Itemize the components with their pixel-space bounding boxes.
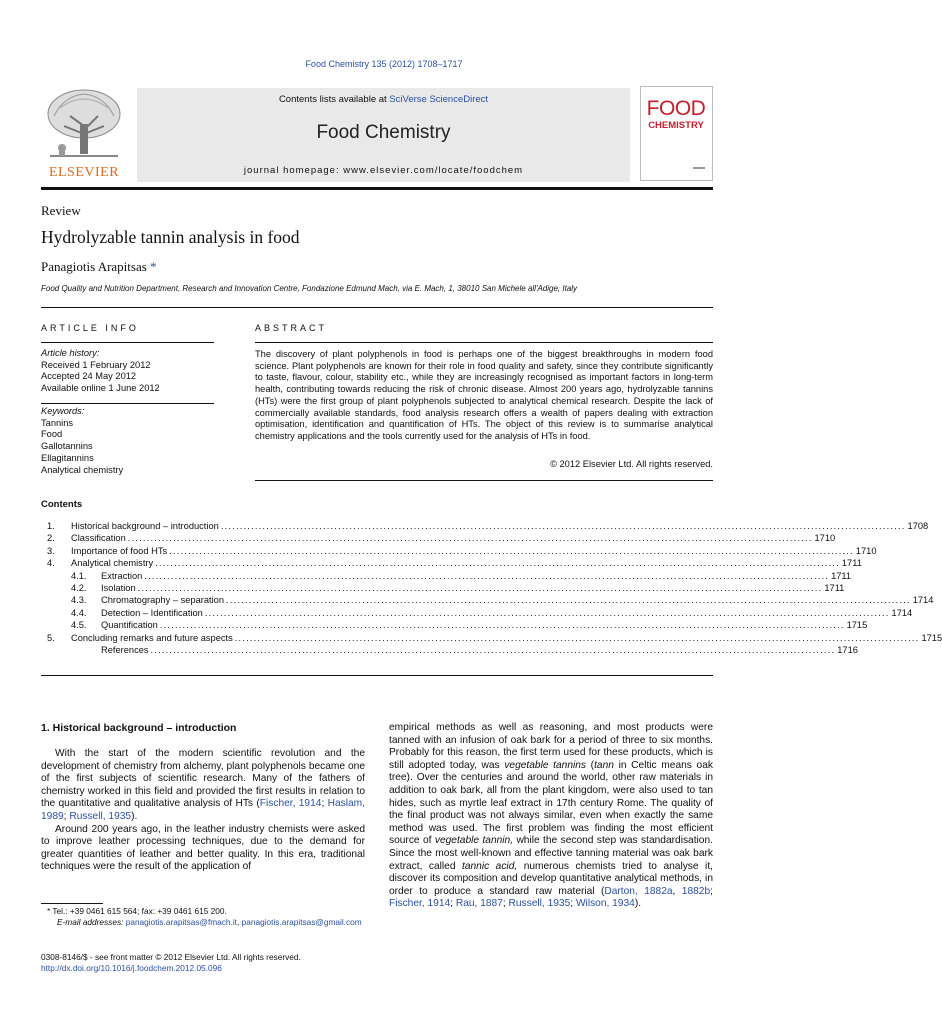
toc-page: 1714 <box>891 607 913 618</box>
paragraph-text: With the start of the modern scientific revolution and the development of chemistry from alchemy, plant polyphenols became one of the first subjects of scientific research. Many of the fathers of chemistry worked in this field and provided the first results in relation to the quantitative and qualitative analysis of HTs ( <box>41 748 365 810</box>
toc-page: 1711 <box>831 570 852 581</box>
toc-page: 1711 <box>824 582 845 593</box>
toc-entry[interactable] <box>47 644 858 657</box>
abstract-bottom-rule <box>255 480 713 481</box>
received-date: Received 1 February 2012 <box>41 359 151 370</box>
citation-link[interactable]: Haslam, 1989 <box>41 798 365 822</box>
toc-label: Isolation <box>101 582 136 593</box>
toc-label: Detection – Identification <box>101 607 203 618</box>
keywords-rule <box>41 403 214 404</box>
article-info-rule <box>41 342 214 343</box>
cover-title-food: FOOD <box>646 97 706 120</box>
toc-number: 4.1. <box>71 570 87 581</box>
contents-heading: Contents <box>41 499 83 510</box>
toc-number: 3. <box>47 545 55 556</box>
footnote-rule <box>41 903 103 904</box>
email-label: E-mail addresses: <box>57 917 124 927</box>
toc-page: 1708 <box>907 521 929 531</box>
doi-link[interactable]: http://dx.doi.org/10.1016/j.foodchem.2012.05.096 <box>41 963 222 973</box>
keyword-item: Tannins <box>41 417 74 428</box>
keyword-item: Food <box>41 429 63 440</box>
citation-link[interactable]: Darton, 1882a <box>604 885 673 897</box>
paragraph: Around 200 years ago, in the leather industry chemists were asked to improve leather processing techniques, due to the demand for greater quantities of leather and better quality. In this era, traditional techniques were the result of the application of <box>41 823 365 873</box>
toc-leader: ..................................................................................................................................................................................... <box>155 558 840 569</box>
toc-number: 4.5. <box>71 620 87 631</box>
toc-page: 1716 <box>837 644 858 655</box>
toc-number: 4.3. <box>71 595 87 606</box>
contents-prefix: Contents lists available at <box>278 94 390 105</box>
journal-title: Food Chemistry <box>316 122 451 143</box>
toc-page: 1710 <box>855 545 877 556</box>
footnote: * Tel.: +39 0461 615 564; fax: +39 0461 615 200. E-mail addresses: panagiotis.arapitsas@fmach.it, panagiotis.arapitsas@gmail.com <box>41 906 365 928</box>
paragraph-text: ( <box>586 759 595 771</box>
toc-number: 4. <box>47 558 55 569</box>
toc-leader: ..................................................................................................................................................................................... <box>226 595 911 606</box>
toc-label: Chromatography – separation <box>101 595 224 606</box>
toc-leader: ..................................................................................................................................................................................... <box>137 582 823 593</box>
toc-entry[interactable] <box>47 632 942 645</box>
toc-leader: ..................................................................................................................................................................................... <box>159 620 845 631</box>
toc-label: References <box>101 644 149 655</box>
toc-leader: ..................................................................................................................................................................................... <box>127 533 813 544</box>
paragraph-text: while the second step was standardisation. Since the most well-known and effective tanning material was oak bark extract, called <box>389 835 713 872</box>
citation-link[interactable]: Russell, 1935 <box>69 810 132 822</box>
toc-entry[interactable] <box>47 582 845 595</box>
right-column-text <box>389 722 713 911</box>
accepted-date: Accepted 24 May 2012 <box>41 371 137 382</box>
toc-label: Concluding remarks and future aspects <box>71 632 233 643</box>
toc-label: Analytical chemistry <box>71 558 154 569</box>
toc-number: 1. <box>47 521 55 531</box>
toc-page: 1715 <box>921 632 942 643</box>
header-divider <box>41 187 713 190</box>
paragraph: With the start of the modern scientific revolution and the development of chemistry from alchemy, plant polyphenols became one of the first subjects of scientific research. Many of the fathers of chemistry worked in this field and provided the first results in relation to the quantitative and qualitative analysis of HTs (Fischer, 1914; Haslam, 1989; Russell, 1935). <box>41 748 365 822</box>
toc-page: 1711 <box>841 558 862 569</box>
paragraph: empirical methods as well as reasoning, and most products were tanned with an infusion of oak bark for a period of three to six months. Probably for this reason, the first term used for these products, which is still adopted today, was vegetable tannins (tann in Celtic means oak tree). Over the centuries and around the world, other raw materials in addition to oak bark, all from the plant kingdom, were also used to tan hides, such as myrtle leaf extract in 17th century Rome. The quality of the final product was not always similar, even when exactly the same method was used. The first problem was finding the most efficient source of vegetable tannin, while the second step was standardisation. Since the most well-known and effective tanning material was oak bark extract, called tannic acid, numerous chemists tried to analyse it, discover its composition and develop quantitative analytical methods, in order to produce a standard raw material (Darton, 1882a, 1882b; Fischer, 1914; Rau, 1887; Russell, 1935; Wilson, 1934). <box>389 722 713 910</box>
sciencedirect-link[interactable]: SciVerse ScienceDirect <box>389 94 489 105</box>
table-of-contents <box>47 521 942 657</box>
cover-decoration <box>693 167 705 169</box>
citation-link[interactable]: 1882b <box>681 885 711 897</box>
article-info-heading: ARTICLE INFO <box>41 323 139 333</box>
emphasis: tannic acid, <box>462 860 518 872</box>
toc-label: Classification <box>71 533 126 544</box>
toc-number: 4.4. <box>71 607 87 618</box>
toc-leader: ..................................................................................................................................................................................... <box>220 521 906 531</box>
author-affiliation: Food Quality and Nutrition Department, Research and Innovation Centre, Fondazione Edmund Mach, via E. Mach, 1, 38010 San Michele all'Adige, Italy <box>41 284 578 293</box>
left-column-text <box>41 748 365 874</box>
paragraph-text: in Celtic means oak tree). Over the centuries and around the world, other raw materials in addition to oak bark, all from the plant kingdom, were also used to tan hides, such as myrtle leaf extract in 17th century Rome. The quality of the final product was not always similar, even when exactly the same method was used. The first problem was finding the most efficient source of <box>389 759 713 847</box>
toc-entry[interactable] <box>47 521 929 533</box>
abstract-rule <box>255 342 713 343</box>
citation-link[interactable]: Rau, 1887 <box>455 898 503 910</box>
paragraph-text: empirical methods as well as reasoning, and most products were tanned with an infusion of oak bark for a period of three to six months. Probably for this reason, the first term used for these products, which is still adopted today, was <box>389 722 713 771</box>
footnote-tel: * Tel.: +39 0461 615 564; fax: +39 0461 615 200. <box>47 906 227 916</box>
keywords-block <box>41 406 123 476</box>
toc-leader: ..................................................................................................................................................................................... <box>234 632 920 643</box>
toc-leader: ..................................................................................................................................................................................... <box>169 545 854 556</box>
toc-number: 4.2. <box>71 582 87 593</box>
contents-available <box>137 94 630 105</box>
toc-leader: ..................................................................................................................................................................................... <box>204 607 890 618</box>
front-matter <box>41 952 365 974</box>
keyword-item: Ellagitannins <box>41 452 94 463</box>
toc-page: 1714 <box>912 595 934 606</box>
email-link[interactable]: panagiotis.arapitsas@fmach.it <box>125 917 237 927</box>
cover-title-chemistry: CHEMISTRY <box>648 120 704 131</box>
toc-number: 5. <box>47 632 55 643</box>
citation-link[interactable]: Wilson, 1934 <box>575 898 635 910</box>
citation-link[interactable]: Russell, 1935 <box>508 898 571 910</box>
toc-number: 2. <box>47 533 55 544</box>
title-divider <box>41 307 713 308</box>
history-label: Article history: <box>41 348 100 358</box>
toc-page: 1710 <box>814 533 836 544</box>
toc-entry[interactable] <box>47 570 852 583</box>
article-title: Hydrolyzable tannin analysis in food <box>41 227 300 247</box>
toc-leader: ..................................................................................................................................................................................... <box>144 570 830 581</box>
keyword-item: Analytical chemistry <box>41 464 124 475</box>
toc-entry[interactable] <box>47 620 868 632</box>
emphasis: tann <box>594 759 614 771</box>
article-type: Review <box>41 203 81 218</box>
keywords-label: Keywords: <box>41 406 85 416</box>
author-name-text: Panagiotis Arapitsas <box>41 259 147 274</box>
emphasis: vegetable tannin, <box>434 835 514 847</box>
toc-label: Quantification <box>101 620 158 631</box>
toc-label: Historical background – introduction <box>71 521 219 531</box>
issn-line: 0308-8146/$ - see front matter © 2012 Elsevier Ltd. All rights reserved. <box>41 952 301 962</box>
citation-link[interactable]: Fischer, 1914 <box>389 898 451 910</box>
toc-label: Extraction <box>101 570 143 581</box>
toc-entry[interactable] <box>47 533 836 545</box>
toc-entry[interactable] <box>47 545 877 558</box>
emphasis: vegetable tannins <box>504 759 587 771</box>
toc-entry[interactable] <box>47 607 913 620</box>
email-link[interactable]: panagiotis.arapitsas@gmail.com <box>241 917 362 927</box>
author-footnote-marker[interactable]: * <box>150 259 157 274</box>
available-date: Available online 1 June 2012 <box>41 383 160 394</box>
paragraph-text: numerous chemists tried to analyse it, discover its composition and develop quantitative analytical methods, in order to produce a standard raw material ( <box>389 860 713 897</box>
journal-citation[interactable]: Food Chemistry 135 (2012) 1708–1717 <box>305 59 463 69</box>
author-name <box>41 259 157 275</box>
toc-leader: ..................................................................................................................................................................................... <box>150 644 836 655</box>
toc-entry[interactable] <box>47 558 862 570</box>
elsevier-wordmark: ELSEVIER <box>48 165 120 180</box>
abstract-text: The discovery of plant polyphenols in food is perhaps one of the biggest breakthroughs in modern food science. Plant polyphenols are known for their role in food quality and safety, since they contribute significantly to taste, flavour, colour, stability etc., while they are increasingly recognised as important factors in long-term health, contributing towards reducing the risk of chronic disease. Almost 200 years ago, hydrolyzable tannins (HTs) were the first group of plant polyphenols subjected to analytical chemical research. Despite the lack of commercially available standards, food analysis research offers a wealth of papers dealing with extraction optimisation, identification and quantification of HTs. The object of this review is to summarise analytical chemistry applications and the tools currently used for the analysis of HTs in food. <box>255 349 713 441</box>
toc-entry[interactable] <box>47 595 934 607</box>
abstract-heading: ABSTRACT <box>255 323 328 333</box>
section-heading: 1. Historical background – introduction <box>41 722 237 734</box>
keyword-item: Gallotannins <box>41 441 93 452</box>
toc-label: Importance of food HTs <box>71 545 168 556</box>
abstract-copyright: © 2012 Elsevier Ltd. All rights reserved. <box>550 459 713 469</box>
toc-page: 1715 <box>846 620 868 631</box>
article-history <box>41 348 160 395</box>
journal-homepage[interactable]: journal homepage: www.elsevier.com/locate/foodchem <box>243 165 524 176</box>
contents-bottom-rule <box>41 675 713 676</box>
citation-link[interactable]: Fischer, 1914 <box>259 798 322 810</box>
